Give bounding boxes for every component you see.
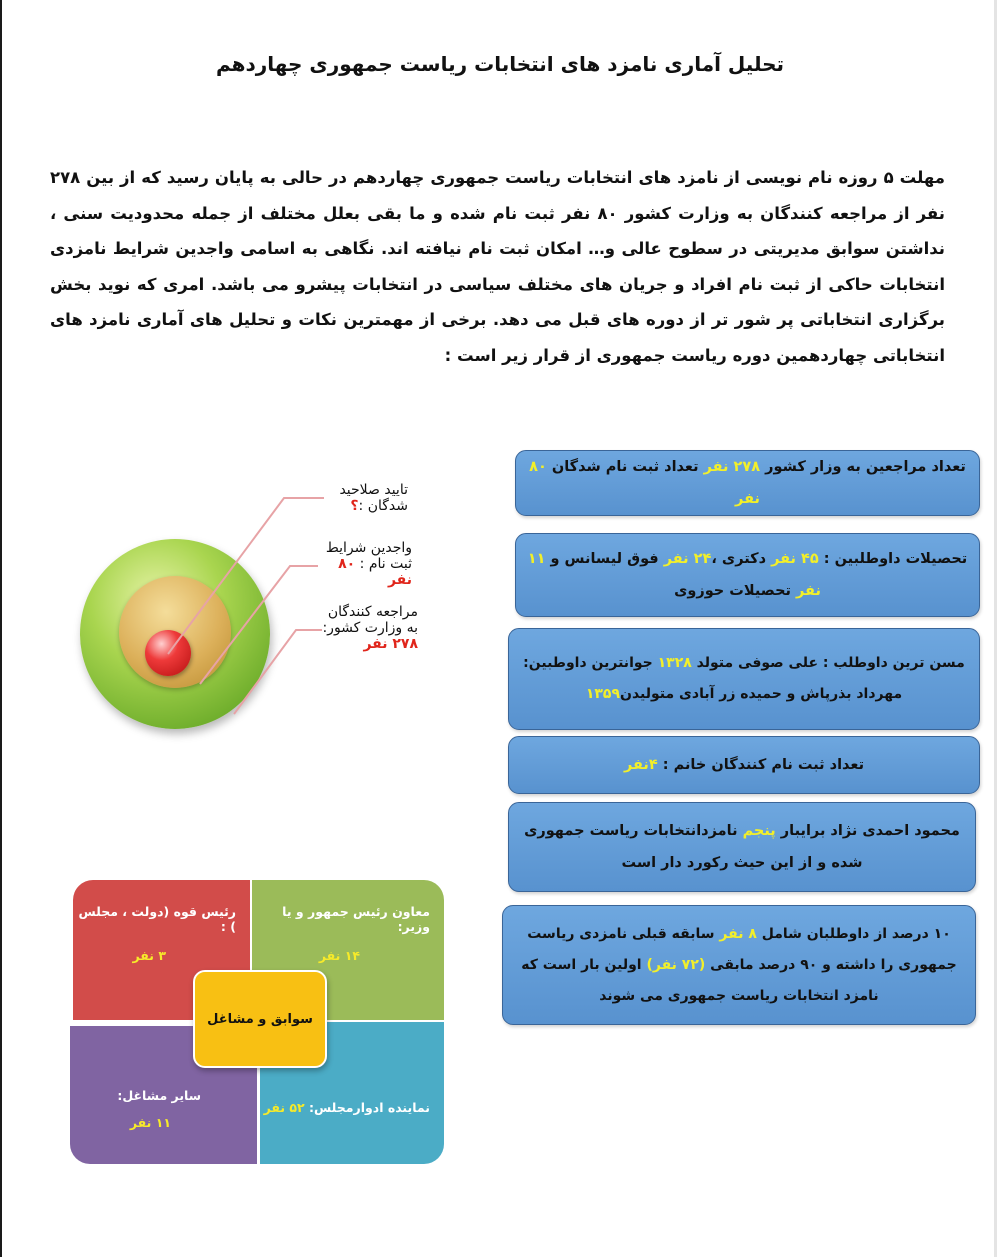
box-text: اولین بار است که نامزد انتخابات ریاست جمهوری می شوند — [521, 956, 879, 1004]
matrix-cell-title: معاون رئیس جمهور و یا وزیر: — [282, 904, 430, 934]
box-text: دکتری ، — [711, 551, 772, 567]
applicants-value: ۲۷۸ نفر — [363, 636, 418, 652]
page-title: تحلیل آماری نامزد های انتخابات ریاست جمهوری چهاردهم — [215, 52, 785, 76]
box-text: ۱۰ درصد از داوطلبان شامل — [756, 925, 951, 942]
label-eligible-line2: ثبت نام : — [359, 556, 412, 572]
box-text: تعداد مراجعین به وزار کشور — [760, 459, 966, 475]
info-box-education — [515, 533, 980, 617]
info-box-applicants — [515, 450, 980, 516]
box-highlight: ۸۰ نفر — [529, 459, 760, 507]
intro-line: مدیریتی در سطوح عالی و… امکان ثبت نام نیافته اند. نگاهی به اسامی واجدین شرایط نامزدی انتخابات حاکی از — [50, 239, 946, 294]
box-text: تحصیلات حوزوی — [674, 583, 797, 599]
label-eligible-line1: واجدین شرایط — [325, 540, 412, 556]
intro-line: ریاست جمهوری از قرار زیر است : — [444, 345, 727, 365]
info-box-ahmadinejad — [508, 802, 976, 892]
box-highlight: ۴نفر — [623, 757, 658, 773]
box-highlight: ۸ نفر — [719, 925, 757, 942]
box-highlight: ۴۵ نفر — [771, 551, 819, 567]
approved-value: ؟ — [350, 498, 359, 514]
box-text: تعداد ثبت نام کنندگان خانم : — [657, 757, 865, 773]
label-eligible — [318, 540, 412, 588]
box-text: جوانترین داوطبین: مهرداد بذرپاش و حمیده زر آبادی متولیدن — [523, 655, 903, 702]
matrix-cell-value: ۱۴ نفر — [318, 948, 360, 963]
box-text: نامزدانتخابات ریاست جمهوری شده و از این حیث رکورد دار است — [524, 823, 863, 871]
label-applicants-line2: به وزارت کشور: — [322, 620, 418, 636]
matrix-cell-value: ۱۱ نفر — [129, 1115, 171, 1130]
intro-line: ثبت نام افراد و جریان های مختلف سیاسی در انتخابات پیشرو می باشد. امری که نوید بخش برگزاری انتخاباتی پر — [50, 274, 946, 330]
box-text: سابقه قبلی نامزدی ریاست جمهوری را داشته و ۹۰ درصد مابقی — [527, 925, 957, 973]
label-approved-line2: شدگان : — [358, 498, 408, 514]
matrix-cell-value: ۵۲ نفر — [263, 1100, 305, 1115]
eligible-value: ۸۰ — [338, 556, 356, 572]
box-text: مسن ترین داوطلب : علی صوفی متولد — [691, 655, 965, 671]
box-highlight: ۱۱ نفر — [527, 551, 821, 599]
info-box-women — [508, 736, 980, 794]
intro-line: مراجعه کنندگان به وزارت کشور ۸۰ نفر ثبت نام شده و ما بقی بعلل مختلف از جمله محدودیت سنی ، نداشتن سوابق — [50, 203, 946, 259]
matrix-cell-value: ۳ نفر — [132, 948, 166, 963]
callout-line-eligible — [200, 566, 318, 684]
matrix-cell-label — [260, 1100, 430, 1115]
box-highlight: (۷۲ نفر) — [646, 956, 706, 973]
box-highlight: ۲۴ نفر — [663, 551, 712, 567]
matrix-cell-title: سایر مشاغل: — [117, 1088, 201, 1103]
matrix-center-label: سوابق و مشاغل — [193, 970, 327, 1068]
info-box-ages — [508, 628, 980, 730]
box-text: تعداد ثبت نام شدگان — [546, 459, 704, 475]
box-text: تحصیلات داوطلبین : — [818, 551, 968, 567]
callout-line-applicants — [234, 630, 322, 714]
box-text: محمود احمدی نژاد برایبار — [775, 823, 960, 839]
box-highlight: ۱۳۲۸ — [657, 655, 692, 671]
matrix-cell-title: رئیس قوه (دولت ، مجلس ) : — [78, 904, 236, 934]
info-box-previous-candidates — [502, 905, 976, 1025]
label-approved — [318, 482, 408, 514]
eligible-unit: نفر — [387, 572, 412, 588]
box-highlight: ۲۷۸ نفر — [703, 459, 761, 475]
box-highlight: ۱۳۵۹ — [585, 686, 621, 702]
label-applicants — [318, 604, 418, 652]
label-applicants-line1: مراجعه کنندگان — [327, 604, 418, 620]
intro-line: شور تر از دوره های قبل می دهد. برخی از مهمترین نکات و تحلیل های آماری نامزد های انتخاباتی چهاردهمین دوره — [50, 310, 945, 365]
label-approved-line1: تایید صلاحید — [339, 482, 408, 498]
box-text: فوق لیسانس و — [545, 551, 664, 567]
matrix-cell-title: نماینده ادوارمجلس: — [309, 1100, 430, 1115]
intro-line: مهلت ۵ روزه نام نویسی از نامزد های انتخابات ریاست جمهوری چهاردهم در حالی به پایان رسید که از بین ۲۷۸ نفر از — [50, 168, 945, 223]
box-highlight: پنجم — [742, 823, 776, 839]
